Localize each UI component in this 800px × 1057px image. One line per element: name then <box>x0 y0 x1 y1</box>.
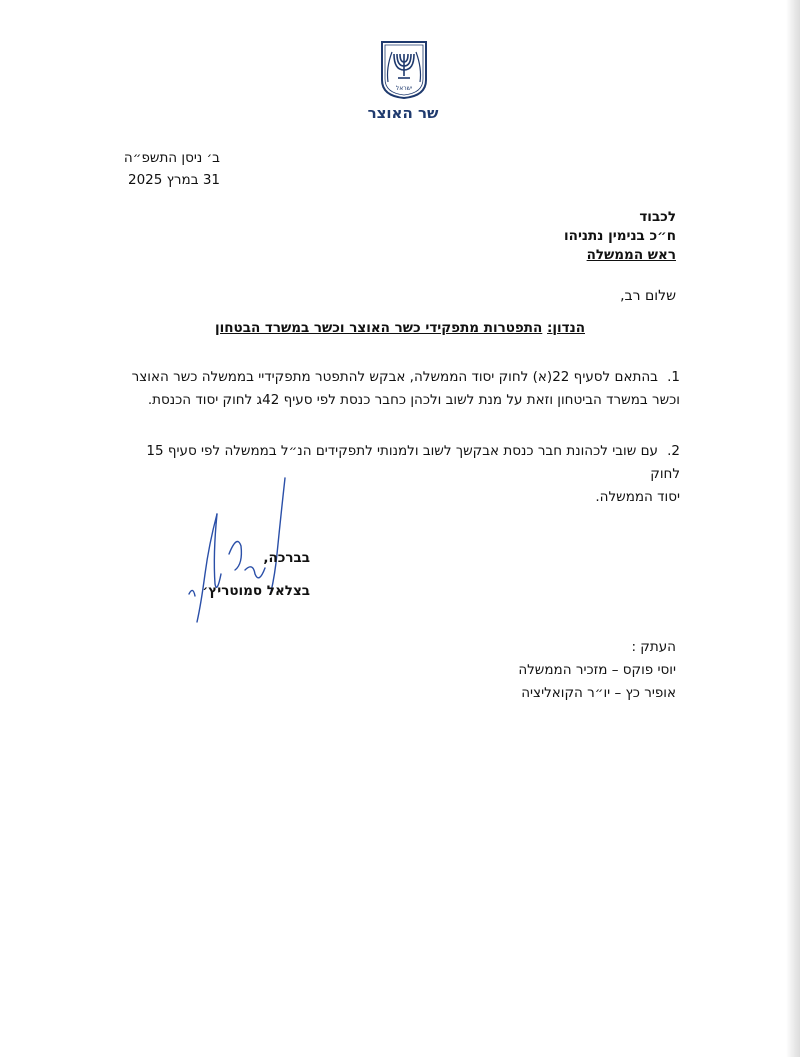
emblem-text: ישראל <box>395 85 413 92</box>
page-edge-shadow <box>786 0 800 1057</box>
recipient-name: ח״כ בנימין נתניהו <box>564 228 676 244</box>
subject-label: הנדון: <box>547 320 585 336</box>
paragraph-number: 1. <box>667 369 680 385</box>
copies-block <box>416 636 676 705</box>
date-block <box>110 147 220 191</box>
paragraph-line: וכשר במשרד הביטחון וזאת על מנת לשוב ולכהן כחבר כנסת לפי סעיף 42ג לחוק יסוד הכנסת. <box>147 392 680 408</box>
state-emblem-icon <box>378 40 430 100</box>
paragraph-1 <box>120 366 680 412</box>
signer-name: בצלאל סמוטריץ׳ <box>202 583 310 599</box>
paragraph-line: בהתאם לסעיף 22(א) לחוק יסוד הממשלה, אבקש להתפטר מתפקידיי בממשלה כשר האוצר <box>131 369 658 385</box>
subject-text: התפטרות מתפקידי כשר האוצר וכשר במשרד הבטחון <box>215 320 543 336</box>
subject-line <box>200 320 600 336</box>
copies-label: העתק : <box>631 639 676 655</box>
copy-recipient: אופיר כץ – יו״ר הקואליציה <box>521 685 676 701</box>
office-title: שר האוצר <box>367 104 439 122</box>
recipient-block <box>376 208 676 265</box>
hebrew-date: ב׳ ניסן התשפ״ה <box>123 150 220 166</box>
recipient-title: ראש הממשלה <box>586 247 676 263</box>
recipient-salutation: לכבוד <box>639 209 676 225</box>
copy-recipient: יוסי פוקס – מזכיר הממשלה <box>518 662 676 678</box>
greeting: שלום רב, <box>620 288 676 304</box>
paragraph-line: עם שובי לכהונת חבר כנסת אבקשך לשוב ולמנותי לתפקידים הנ״ל בממשלה לפי סעיף 15 לחוק <box>146 443 680 482</box>
paragraph-line: יסוד הממשלה. <box>595 489 680 505</box>
gregorian-date: 31 במרץ 2025 <box>127 172 220 188</box>
paragraph-number: 2. <box>667 443 680 459</box>
closing: בברכה, <box>263 550 310 566</box>
